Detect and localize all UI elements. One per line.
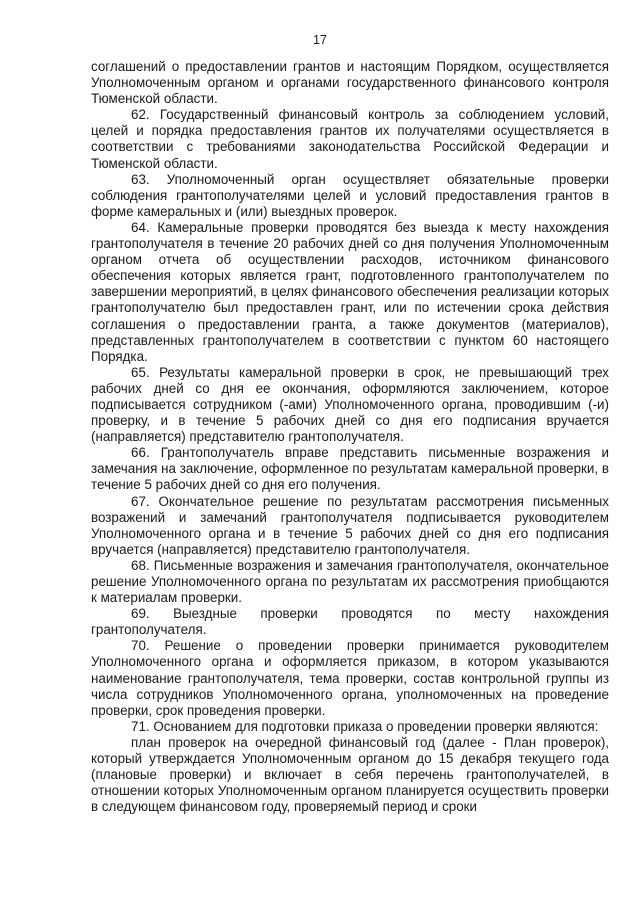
paragraph-66: 66. Грантополучатель вправе представить письменные возражения и замечания на заключение, оформленное по результатам камеральной проверки, в течение 5 рабочих дней со дня его получения. [91,445,609,493]
paragraph-67: 67. Окончательное решение по результатам рассмотрения письменных возражений и замечаний грантополучателя подписывается руководителем Уполномоченного органа и в течение 5 рабочих дней со дня его подписания вручается (направляется) представителю грантополучателя. [91,493,609,557]
page-number: 17 [313,33,327,47]
paragraph-plan: план проверок на очередной финансовый год (далее - План проверок), который утверждается Уполномоченным органом до 15 декабря текущего года (плановые проверки) и включает в себя перечень грантополучателей, в отношении которых Уполномоченным органом планируется осуществить проверки в следующем финансовом году, проверяемый период и сроки [91,734,609,815]
paragraph-63: 63. Уполномоченный орган осуществляет обязательные проверки соблюдения грантополучателями целей и условий предоставления грантов в форме камеральных и (или) выездных проверок. [91,171,609,219]
paragraph-62: 62. Государственный финансовый контроль за соблюдением условий, целей и порядка предоставления грантов их получателями осуществляется в соответствии с требованиями законодательства Российской Федерации и Тюменской области. [91,107,609,171]
paragraph-68: 68. Письменные возражения и замечания грантополучателя, окончательное решение Уполномоченного органа по результатам их рассмотрения приобщаются к материалам проверки. [91,557,609,606]
paragraph-1: соглашений о предоставлении грантов и настоящим Порядком, осуществляется Уполномоченным органом и органами государственного финансового контроля Тюменской области. [91,59,609,107]
paragraph-70: 70. Решение о проведении проверки принимается руководителем Уполномоченного органа и оформляется приказом, в котором указываются наименование грантополучателя, тема проверки, состав контрольной группы из числа сотрудников Уполномоченного органа, уполномоченных на проведение проверки, срок проведения проверки. [91,638,609,718]
paragraph-64: 64. Камеральные проверки проводятся без выезда к месту нахождения грантополучателя в течение 20 рабочих дней со дня получения Уполномоченным органом отчета об осуществлении расходов, источником финансового обеспечения которых является грант, подготовленного грантополучателем по завершении мероприятий, в целях финансового обеспечения реализации которых грантополучателю был предоставлен грант, или по истечении срока действия соглашения о предоставлении гранта, а также документов (материалов), представленных грантополучателем в соответствии с пунктом 60 настоящего Порядка. [91,219,609,364]
document-body [91,59,609,815]
paragraph-69: 69. Выездные проверки проводятся по месту нахождения грантополучателя. [91,606,609,638]
paragraph-71: 71. Основанием для подготовки приказа о проведении проверки являются: [131,718,599,734]
paragraph-65: 65. Результаты камеральной проверки в срок, не превышающий трех рабочих дней со дня ее окончания, оформляются заключением, которое подписывается сотрудником (-ами) Уполномоченного органа, проводившим (-и) проверку, и в течение 5 рабочих дней со дня его подписания вручается (направляется) представителю грантополучателя. [91,364,609,445]
